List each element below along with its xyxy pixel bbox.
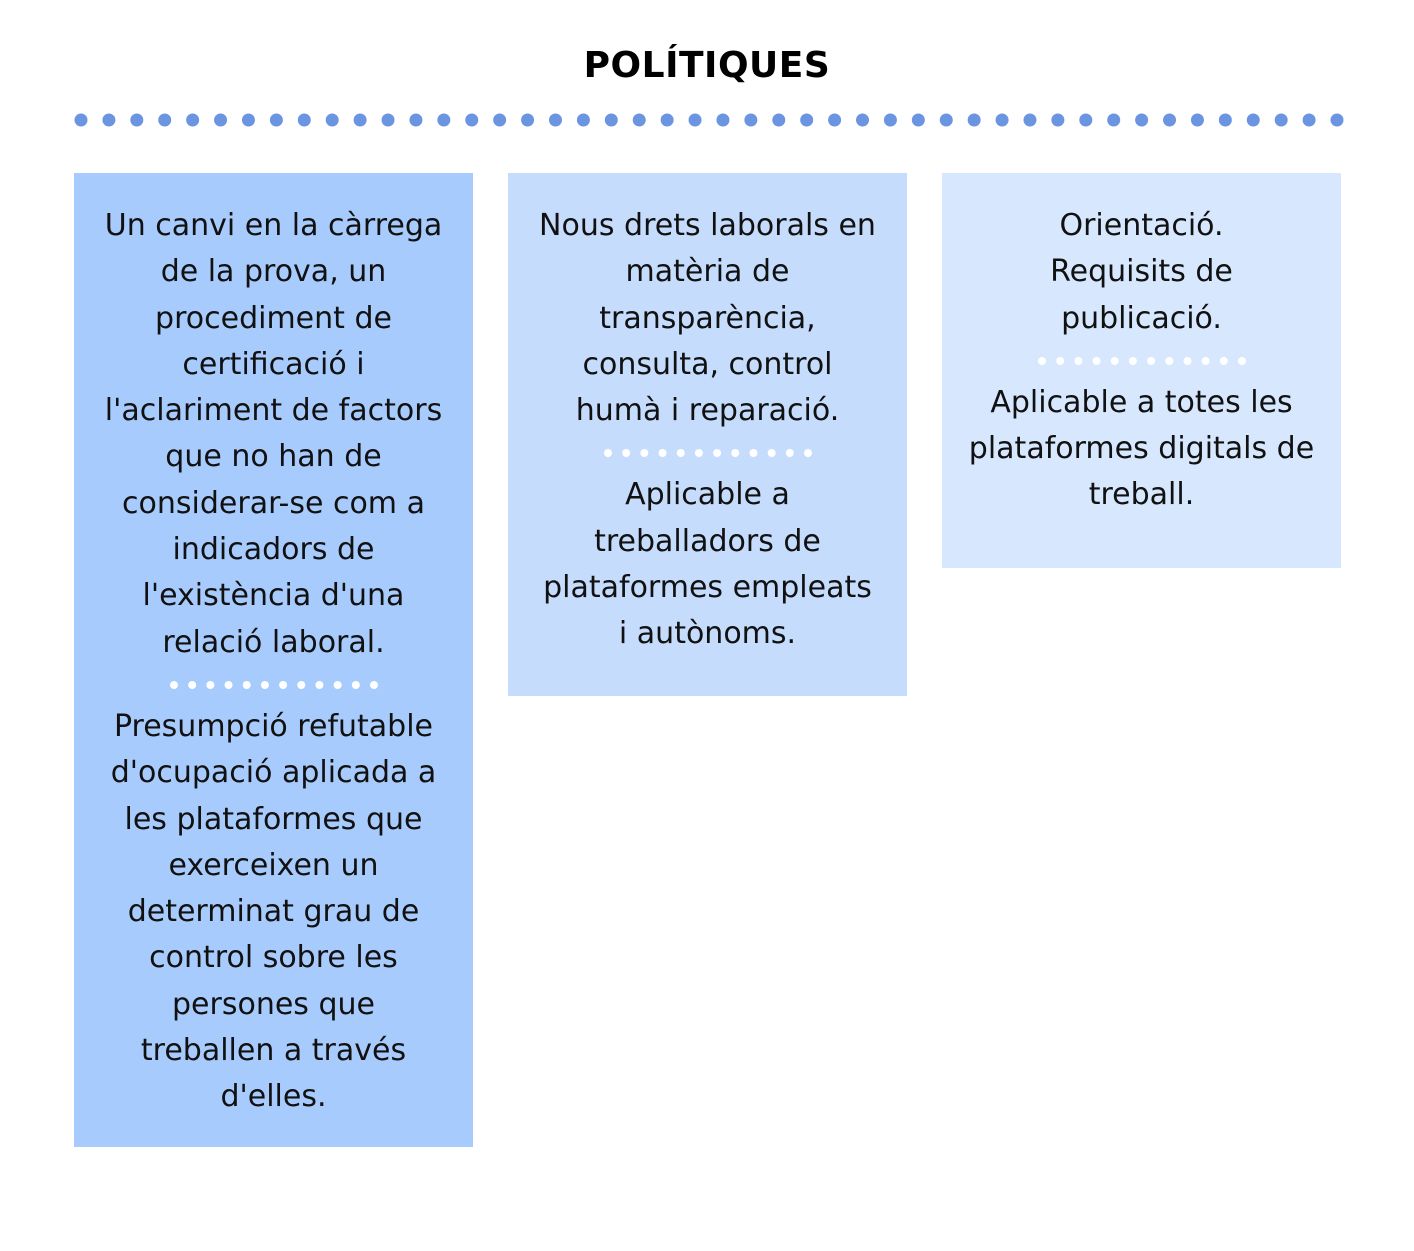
separator-dot (785, 449, 793, 457)
policy-card-2-scope: Aplicable a treballadors de plataformes empleats i autònoms. (543, 477, 872, 652)
policy-card-2 (508, 173, 907, 696)
title-dot (856, 114, 869, 127)
policy-card-1-dotted-separator (170, 668, 378, 702)
separator-dot (1147, 357, 1155, 365)
title-dot (996, 114, 1009, 127)
policy-card-3-description: Orientació. Requisits de publicació. (1050, 208, 1233, 336)
title-dot (912, 114, 925, 127)
separator-dot (170, 681, 178, 689)
policy-card-2-description: Nous drets laborals en matèria de transparència, consulta, control humà i reparació. (539, 208, 876, 429)
separator-dot (731, 449, 739, 457)
title-dot (1275, 114, 1288, 127)
policy-card-2-dotted-separator (604, 436, 812, 470)
title-dot (75, 114, 88, 127)
title-dot (186, 114, 199, 127)
title-dot (772, 114, 785, 127)
title-dot (1303, 114, 1316, 127)
separator-dot (206, 681, 214, 689)
title-dot (1163, 114, 1176, 127)
title-dot (828, 114, 841, 127)
separator-dot (224, 681, 232, 689)
title-dot (270, 114, 283, 127)
page-title: POLÍTIQUES (583, 45, 831, 86)
title-dot (437, 114, 450, 127)
title-dot (716, 114, 729, 127)
title-dot (326, 114, 339, 127)
separator-dot (1038, 357, 1046, 365)
separator-dot (1219, 357, 1227, 365)
policy-card-1-description: Un canvi en la càrrega de la prova, un procediment de certificació i l'aclariment de factors que no han de considerar-se com a indicadors de l'existència d'una relació laboral. (104, 208, 443, 660)
separator-dot (604, 449, 612, 457)
title-dot (549, 114, 562, 127)
separator-dot (333, 681, 341, 689)
separator-dot (658, 449, 666, 457)
title-dot (1023, 114, 1036, 127)
title-dot (1247, 114, 1260, 127)
title-dot (130, 114, 143, 127)
policy-card-3-scope: Aplicable a totes les plataformes digitals de treball. (968, 384, 1315, 513)
title-dot (102, 114, 115, 127)
title-dot (605, 114, 618, 127)
title-dot (493, 114, 506, 127)
title-dot (577, 114, 590, 127)
separator-dot (1092, 357, 1100, 365)
separator-dot (749, 449, 757, 457)
separator-dot (188, 681, 196, 689)
title-dot (158, 114, 171, 127)
policy-card-1 (74, 173, 473, 1147)
title-dot (1219, 114, 1232, 127)
separator-dot (1238, 357, 1246, 365)
separator-dot (260, 681, 268, 689)
title-dot (521, 114, 534, 127)
title-dotted-divider (74, 112, 1344, 128)
title-dot (214, 114, 227, 127)
title-dot (242, 114, 255, 127)
separator-dot (1074, 357, 1082, 365)
title-dot (800, 114, 813, 127)
title-dot (1107, 114, 1120, 127)
separator-dot (694, 449, 702, 457)
title-dot (1079, 114, 1092, 127)
policy-card-1-scope: Presumpció refutable d'ocupació aplicada a les plataformes que exerceixen un determinat grau de control sobre les persones que treballen a través d'elles. (110, 708, 437, 1115)
separator-dot (351, 681, 359, 689)
separator-dot (370, 681, 378, 689)
separator-dot (1165, 357, 1173, 365)
title-dot (633, 114, 646, 127)
policy-card-3 (942, 173, 1341, 568)
separator-dot (640, 449, 648, 457)
title-dot (1051, 114, 1064, 127)
separator-dot (1056, 357, 1064, 365)
separator-dot (1183, 357, 1191, 365)
separator-dot (279, 681, 287, 689)
title-dot (465, 114, 478, 127)
title-dot (968, 114, 981, 127)
title-dot (409, 114, 422, 127)
separator-dot (1201, 357, 1209, 365)
title-dot (298, 114, 311, 127)
title-dot (744, 114, 757, 127)
separator-dot (315, 681, 323, 689)
title-dot (661, 114, 674, 127)
separator-dot (1128, 357, 1136, 365)
separator-dot (622, 449, 630, 457)
separator-dot (804, 449, 812, 457)
separator-dot (297, 681, 305, 689)
title-dot (382, 114, 395, 127)
separator-dot (767, 449, 775, 457)
title-dot (940, 114, 953, 127)
separator-dot (1110, 357, 1118, 365)
separator-dot (242, 681, 250, 689)
title-dot (884, 114, 897, 127)
separator-dot (713, 449, 721, 457)
title-dot (354, 114, 367, 127)
title-dot (689, 114, 702, 127)
title-dot (1191, 114, 1204, 127)
policy-card-3-dotted-separator (1038, 344, 1246, 378)
title-dot (1135, 114, 1148, 127)
separator-dot (676, 449, 684, 457)
title-dot (1331, 114, 1344, 127)
